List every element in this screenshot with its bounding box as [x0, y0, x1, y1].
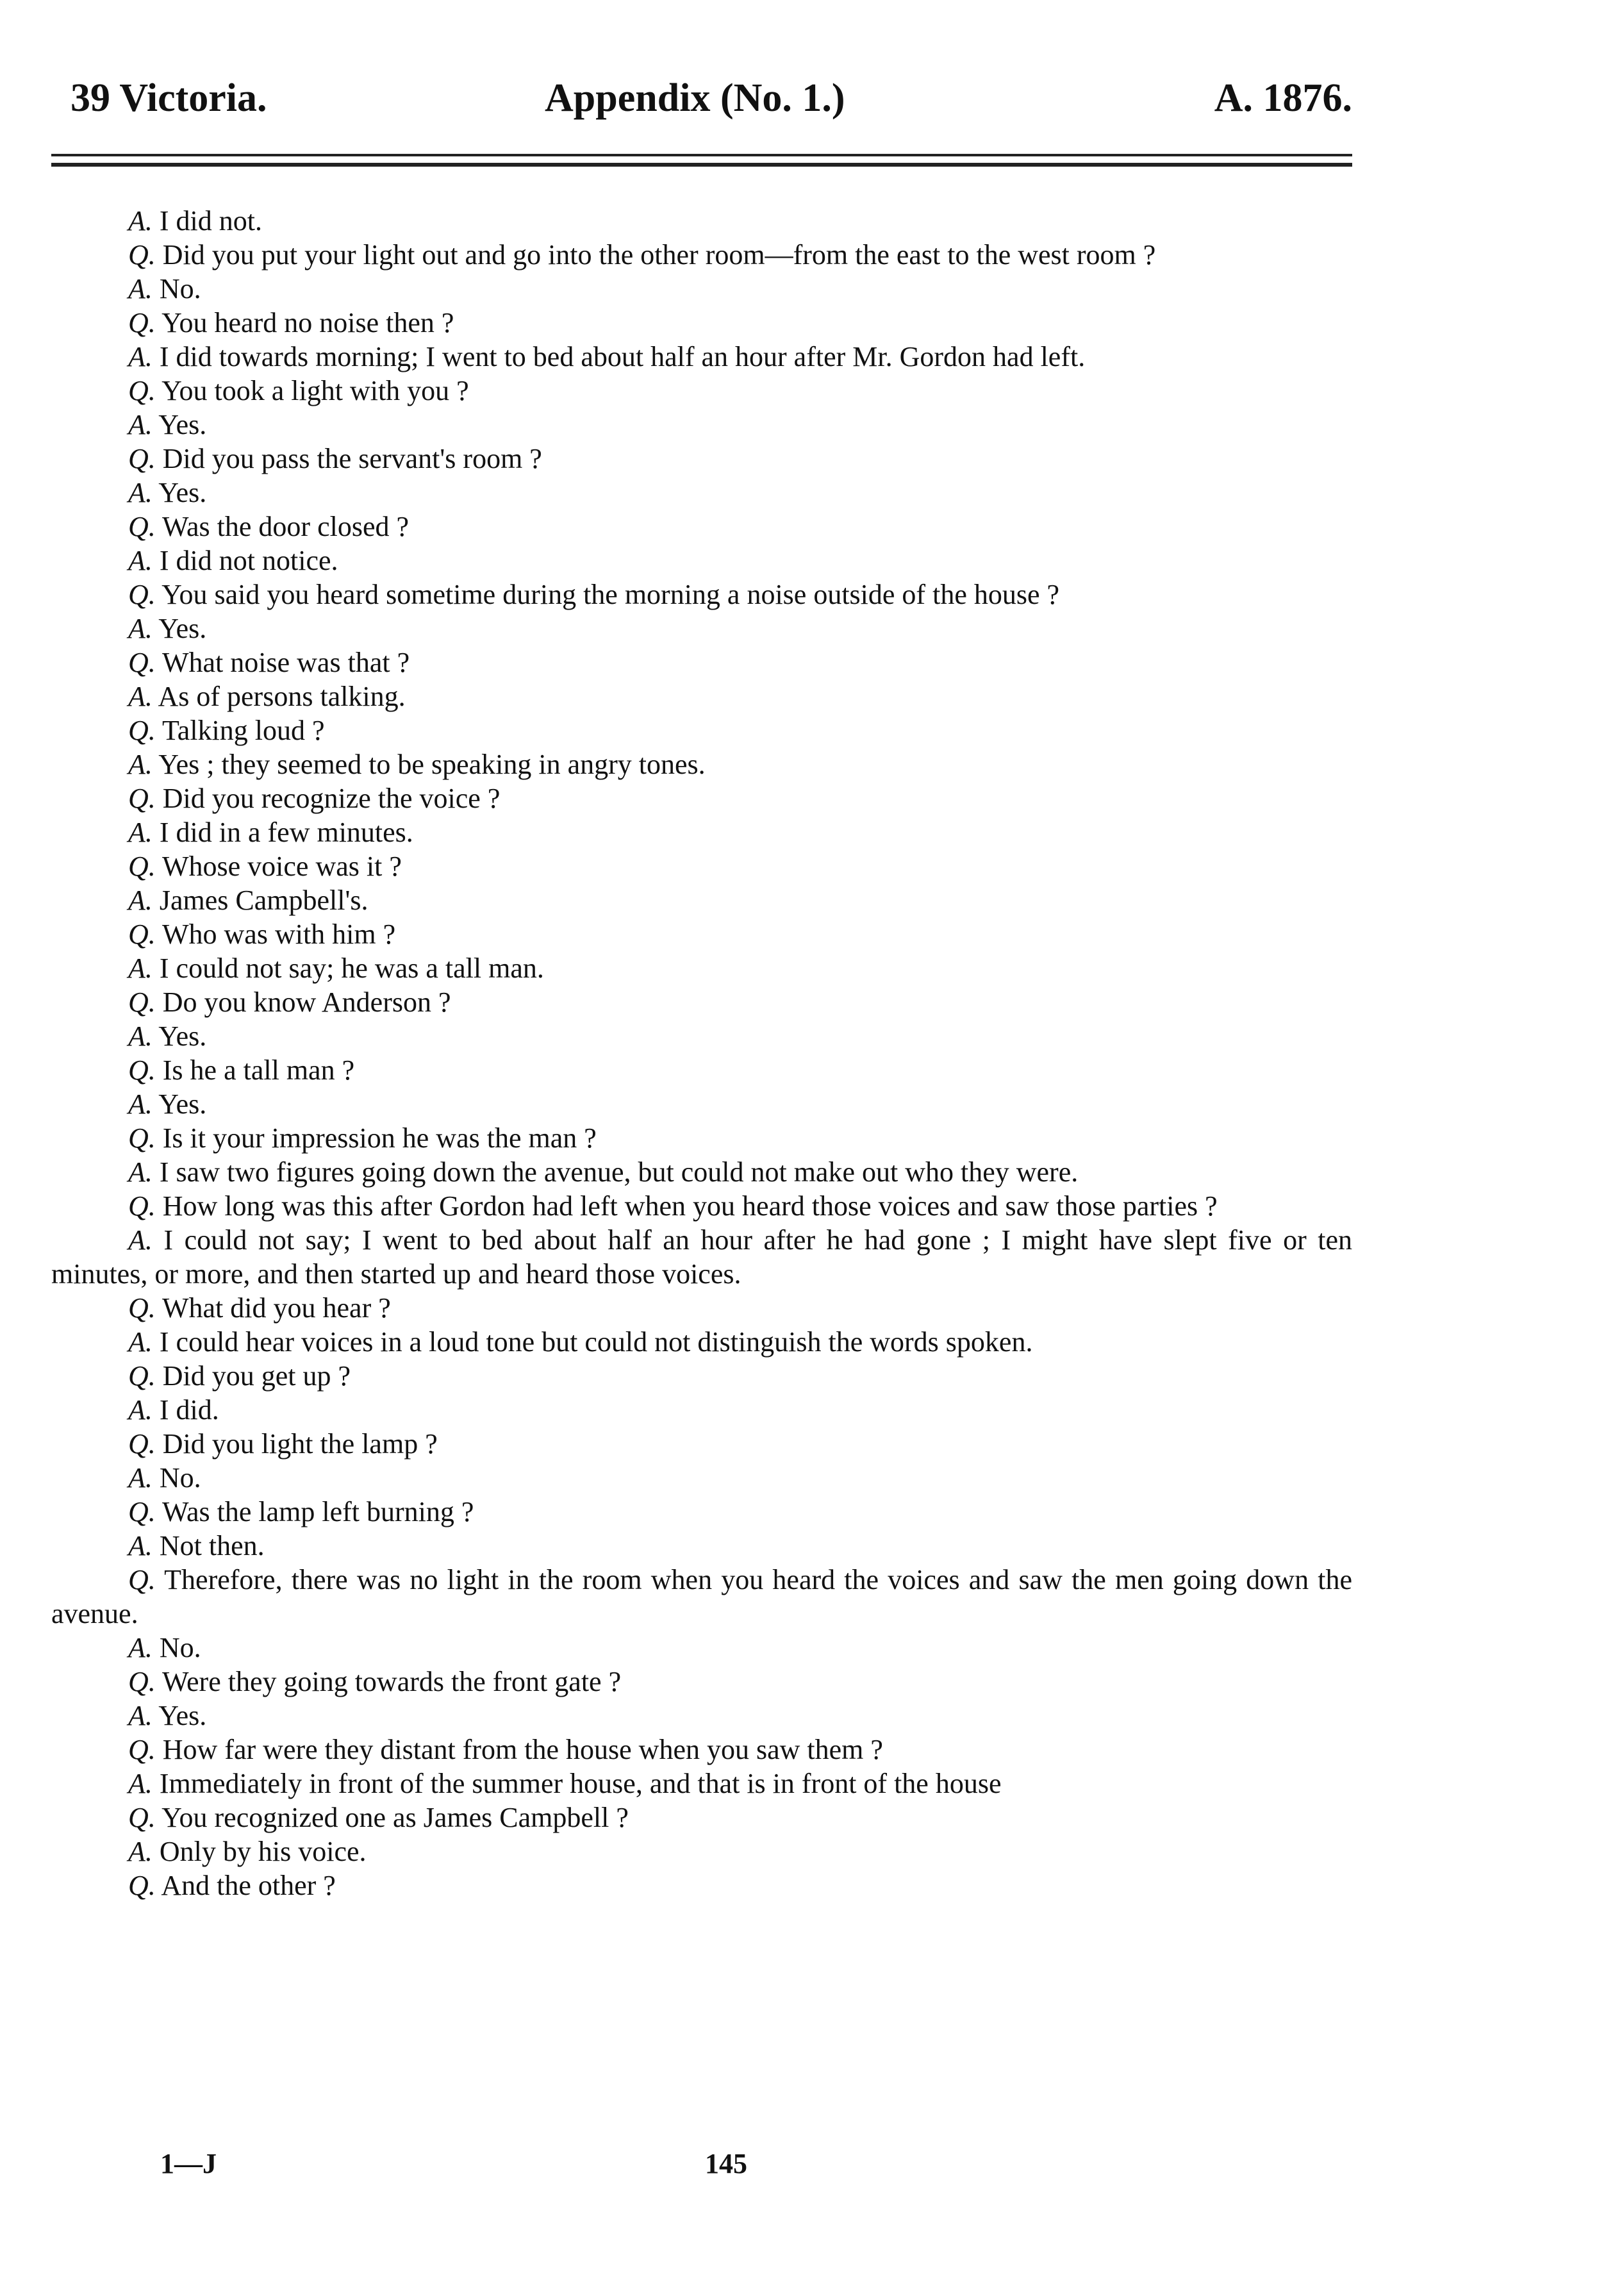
line-text: Did you put your light out and go into the other room—from the east to the west room ?: [162, 239, 1156, 270]
transcript-line: [51, 1189, 1352, 1223]
line-text: Is it your impression he was the man ?: [162, 1122, 597, 1154]
speaker-label: Q.: [128, 239, 156, 270]
page-footer: [51, 2147, 1352, 2186]
speaker-label: Q.: [128, 579, 156, 610]
speaker-label: Q.: [128, 851, 156, 882]
line-text: What noise was that ?: [162, 647, 410, 678]
header-rule-top: [51, 154, 1352, 156]
speaker-label: Q.: [128, 1292, 156, 1324]
line-text: Yes.: [158, 477, 207, 508]
line-text: Only by his voice.: [159, 1836, 367, 1867]
speaker-label: A.: [128, 1530, 153, 1561]
transcript-line: [51, 815, 1352, 849]
page-number: 145: [705, 2148, 747, 2179]
line-text: Is he a tall man ?: [162, 1054, 355, 1086]
header-session: 39 Victoria.: [70, 76, 267, 120]
line-text: Therefore, there was no light in the room when you heard the voices and saw the men going down the avenue.: [51, 1564, 1352, 1629]
transcript-line: [51, 747, 1352, 781]
speaker-label: A.: [128, 545, 153, 576]
transcript-line: [51, 374, 1352, 408]
speaker-label: Q.: [128, 1870, 156, 1901]
speaker-label: Q.: [128, 1666, 156, 1697]
line-text: No.: [159, 1462, 201, 1493]
line-text: I could not say; I went to bed about half an hour after he had gone ; I might have slept five or ten minutes, or more, and then started up and heard those voices.: [51, 1224, 1353, 1290]
transcript-line: [51, 1121, 1352, 1155]
speaker-label: A.: [128, 1020, 153, 1052]
line-text: Do you know Anderson ?: [162, 986, 451, 1018]
transcript-line: [51, 1087, 1352, 1121]
line-text: Whose voice was it ?: [162, 851, 402, 882]
speaker-label: Q.: [128, 1496, 156, 1527]
line-text: No.: [159, 1632, 201, 1663]
line-text: You said you heard sometime during the morning a noise outside of the house ?: [161, 579, 1060, 610]
line-text: Talking loud ?: [162, 715, 325, 746]
transcript-line: [51, 1393, 1352, 1427]
line-text: Yes.: [158, 613, 207, 644]
line-text: I did not notice.: [159, 545, 338, 576]
speaker-label: Q.: [128, 1190, 156, 1222]
transcript-line: [51, 306, 1352, 340]
transcript-line: [51, 883, 1352, 917]
transcript-line: [51, 1053, 1352, 1087]
speaker-label: A.: [128, 817, 153, 848]
speaker-label: A.: [128, 681, 153, 712]
speaker-label: Q.: [128, 783, 156, 814]
transcript-line: [51, 1699, 1352, 1733]
transcript-line: [51, 917, 1352, 951]
line-text: Did you pass the servant's room ?: [162, 443, 542, 474]
transcript-line: [51, 1019, 1352, 1053]
line-text: Yes.: [158, 1020, 207, 1052]
line-text: As of persons talking.: [158, 681, 406, 712]
line-text: I did not.: [159, 205, 262, 237]
speaker-label: A.: [128, 1768, 153, 1799]
transcript-line: [51, 408, 1352, 442]
transcript-line: [51, 1427, 1352, 1461]
speaker-label: A.: [128, 749, 153, 780]
line-text: I could hear voices in a loud tone but could not distinguish the words spoken.: [159, 1326, 1033, 1358]
speaker-label: Q.: [128, 1054, 156, 1086]
line-text: I saw two figures going down the avenue, but could not make out who they were.: [159, 1156, 1079, 1188]
transcript-line: [51, 238, 1352, 272]
line-text: James Campbell's.: [159, 885, 368, 916]
transcript-line: [51, 204, 1352, 238]
speaker-label: A.: [128, 1394, 153, 1426]
speaker-label: A.: [128, 1156, 153, 1188]
transcript-line: [51, 1563, 1352, 1631]
speaker-label: A.: [128, 1462, 153, 1493]
line-text: I did towards morning; I went to bed about half an hour after Mr. Gordon had left.: [159, 341, 1086, 372]
header-year: A. 1876.: [1214, 76, 1352, 120]
speaker-label: A.: [128, 341, 153, 372]
transcript-line: [51, 544, 1352, 578]
speaker-label: Q.: [128, 647, 156, 678]
speaker-label: A.: [128, 205, 153, 237]
line-text: I did in a few minutes.: [159, 817, 413, 848]
line-text: Did you get up ?: [162, 1360, 351, 1392]
line-text: Yes.: [158, 1088, 207, 1120]
speaker-label: Q.: [128, 1428, 156, 1460]
line-text: Yes ; they seemed to be speaking in angry tones.: [158, 749, 706, 780]
line-text: Not then.: [159, 1530, 265, 1561]
transcript-line: [51, 1461, 1352, 1495]
speaker-label: A.: [128, 953, 153, 984]
transcript-line: [51, 510, 1352, 544]
transcript-line: [51, 1868, 1352, 1902]
line-text: And the other ?: [161, 1870, 336, 1901]
speaker-label: A.: [128, 1224, 153, 1256]
speaker-label: A.: [128, 1088, 153, 1120]
transcript-line: [51, 645, 1352, 679]
speaker-label: A.: [128, 477, 153, 508]
speaker-label: Q.: [128, 919, 156, 950]
transcript-line: [51, 1801, 1352, 1834]
transcript-line: [51, 1359, 1352, 1393]
line-text: What did you hear ?: [162, 1292, 391, 1324]
speaker-label: Q.: [128, 1564, 156, 1595]
line-text: Was the door closed ?: [162, 511, 409, 542]
line-text: I could not say; he was a tall man.: [159, 953, 544, 984]
speaker-label: A.: [128, 1326, 153, 1358]
transcript-line: [51, 985, 1352, 1019]
line-text: Yes.: [158, 409, 207, 440]
transcript-line: [51, 611, 1352, 645]
line-text: You took a light with you ?: [161, 375, 469, 406]
transcript-line: [51, 1733, 1352, 1767]
transcript-line: [51, 849, 1352, 883]
speaker-label: Q.: [128, 715, 156, 746]
signature-mark: 1—J: [160, 2148, 217, 2179]
transcript-line: [51, 1665, 1352, 1699]
transcript-line: [51, 1155, 1352, 1189]
line-text: Yes.: [158, 1700, 207, 1731]
transcript-line: [51, 1834, 1352, 1868]
transcript-body: [51, 204, 1352, 1902]
speaker-label: A.: [128, 613, 153, 644]
speaker-label: Q.: [128, 1734, 156, 1765]
line-text: Did you recognize the voice ?: [162, 783, 501, 814]
line-text: Were they going towards the front gate ?: [162, 1666, 622, 1697]
transcript-line: [51, 1223, 1352, 1291]
speaker-label: A.: [128, 409, 153, 440]
transcript-line: [51, 1529, 1352, 1563]
transcript-line: [51, 713, 1352, 747]
transcript-line: [51, 578, 1352, 611]
transcript-line: [51, 1495, 1352, 1529]
line-text: You heard no noise then ?: [161, 307, 454, 338]
line-text: You recognized one as James Campbell ?: [161, 1802, 629, 1833]
line-text: Immediately in front of the summer house, and that is in front of the house: [159, 1768, 1002, 1799]
line-text: How long was this after Gordon had left when you heard those voices and saw those parties ?: [162, 1190, 1218, 1222]
speaker-label: Q.: [128, 443, 156, 474]
line-text: No.: [159, 273, 201, 304]
transcript-line: [51, 679, 1352, 713]
speaker-label: Q.: [128, 307, 156, 338]
transcript-line: [51, 340, 1352, 374]
transcript-line: [51, 1325, 1352, 1359]
transcript-line: [51, 951, 1352, 985]
page-header: [70, 76, 1352, 140]
line-text: How far were they distant from the house when you saw them ?: [162, 1734, 883, 1765]
speaker-label: Q.: [128, 986, 156, 1018]
transcript-line: [51, 1767, 1352, 1801]
speaker-label: Q.: [128, 375, 156, 406]
speaker-label: Q.: [128, 1122, 156, 1154]
transcript-line: [51, 781, 1352, 815]
line-text: I did.: [159, 1394, 219, 1426]
speaker-label: Q.: [128, 1802, 156, 1833]
speaker-label: A.: [128, 885, 153, 916]
transcript-line: [51, 476, 1352, 510]
transcript-line: [51, 1631, 1352, 1665]
line-text: Was the lamp left burning ?: [162, 1496, 474, 1527]
speaker-label: A.: [128, 1836, 153, 1867]
header-rule-bottom: [51, 163, 1352, 167]
line-text: Who was with him ?: [162, 919, 396, 950]
transcript-line: [51, 272, 1352, 306]
transcript-line: [51, 442, 1352, 476]
line-text: Did you light the lamp ?: [162, 1428, 438, 1460]
speaker-label: Q.: [128, 1360, 156, 1392]
header-appendix: Appendix (No. 1.): [545, 76, 845, 120]
speaker-label: A.: [128, 1700, 153, 1731]
speaker-label: Q.: [128, 511, 156, 542]
speaker-label: A.: [128, 1632, 153, 1663]
transcript-line: [51, 1291, 1352, 1325]
speaker-label: A.: [128, 273, 153, 304]
